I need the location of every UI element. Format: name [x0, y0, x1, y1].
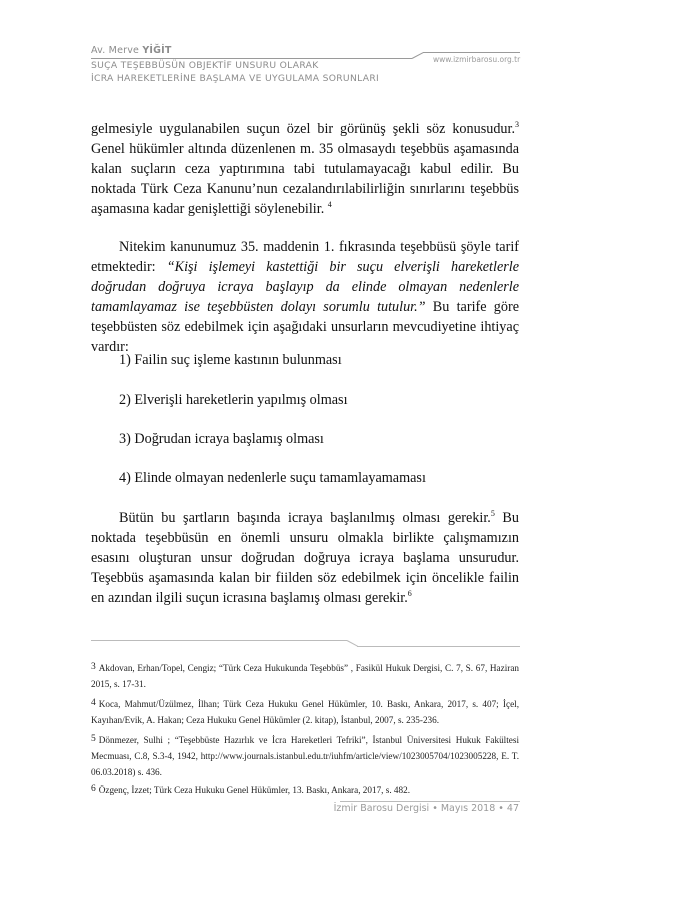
- header-url: www.izmirbarosu.org.tr: [433, 55, 521, 64]
- p2b-text: Bu tarife göre teşebbüsten söz edebilmek için aşağıdaki unsurların mevcudiyetine ihtiyaç vardır:: [91, 298, 519, 355]
- p3b-text: Bu noktada teşebbüsün en önemli unsuru olmakla birlikte çalışmamızın esasını oluşturan unsur doğrudan doğruya icraya başlama unsurudur. Teşebbüs aşamasında kalan bir fiilden söz edebilmek için öncelikle failin en azından ilgili suçun icrasına başlamış olması gerekir.: [91, 510, 519, 606]
- footnote-number: 5: [91, 734, 96, 744]
- paragraph-1: [91, 120, 519, 220]
- footnote-rule-left: [91, 640, 347, 641]
- footnote-6: [91, 782, 519, 799]
- p1b-text: Genel hükümler altında düzenlenen m. 35 olmasaydı teşebbüs aşamasında kalan suçların ceza yaptırımına tabi tutulamayacağı kabul edilir. Bu noktada Türk Ceza Kanunu’nun cezalandırılabilirliğin sınırlarını teşebbüs aşamasına kadar genişlettiği söylenebilir.: [91, 140, 519, 217]
- header-rule-right: [423, 52, 520, 53]
- p2-quote: “Kişi işlemeyi kastettiği bir suçu elverişli hareketlerle doğrudan doğruya icraya başlayıp da elinde olmayan nedenlerle tamamlayamaz ise teşebbüsten dolayı sorumlu tutulur.”: [91, 258, 520, 315]
- header-rule-slant: [412, 52, 424, 59]
- list-item: 4) Elinde olmayan nedenlerle suçu tamamlayamaması: [119, 470, 426, 486]
- footnote-3: [91, 660, 519, 693]
- paragraph-2: [91, 238, 519, 357]
- list-item: 3) Doğrudan icraya başlamış olması: [119, 431, 324, 447]
- p3a-text: Bütün bu şartların başında icraya başlanılmış olması gerekir.: [119, 510, 491, 526]
- list-item: 1) Failin suç işleme kastının bulunması: [119, 352, 342, 368]
- footnote-ref-3: 3: [515, 120, 519, 129]
- header-rule-left: [91, 58, 412, 59]
- footnote-ref-5: 5: [490, 509, 495, 518]
- p2a-text: Nitekim kanunumuz 35. maddenin 1. fıkrasında teşebbüsü şöyle tarif etmektedir:: [91, 239, 519, 275]
- footnote-text: Akdovan, Erhan/Topel, Cengiz; “Türk Ceza Hukukunda Teşebbüs” , Fasikül Hukuk Dergisi, C. 7, S. 67, Haziran 2015, s. 17-31.: [91, 663, 519, 689]
- footnote-5: [91, 732, 519, 780]
- author-prefix: Av. Merve: [91, 45, 143, 56]
- footnote-rule-right: [357, 646, 520, 647]
- header-title-line-1: SUÇA TEŞEBBÜSÜN OBJEKTİF UNSURU OLARAK: [91, 60, 319, 71]
- footnote-number: 3: [91, 662, 96, 672]
- footnote-ref-4: 4: [327, 199, 332, 209]
- footnote-4: [91, 696, 519, 729]
- footnote-ref-6: 6: [407, 588, 412, 598]
- header-title-line-2: İCRA HAREKETLERİNE BAŞLAMA VE UYGULAMA SORUNLARI: [91, 73, 380, 84]
- footnote-text: Dönmezer, Sulhi ; “Teşebbüste Hazırlık ve İcra Hareketleri Tefriki”, İstanbul Üniversitesi Hukuk Fakültesi Mecmuası, C.8, S.3-4, 1942, http://www.journals.istanbul.edu.tr/iuhfm/article/view/1023005704/1023005228, E. T. 06.03.2018) s. 436.: [91, 735, 519, 777]
- page-footer: İzmir Barosu Dergisi • Mayıs 2018 • 47: [333, 803, 519, 814]
- footnote-text: Koca, Mahmut/Üzülmez, İlhan; Türk Ceza Hukuku Genel Hükümler, 10. Baskı, Ankara, 2017, s. 407; İçel, Kayıhan/Evik, A. Hakan; Ceza Hukuku Genel Hükümler (2. kitap), İstanbul, 2007, s. 235-236.: [91, 699, 519, 725]
- p1-text: gelmesiyle uygulanabilen suçun özel bir görünüş şekli söz konusudur.: [91, 121, 515, 137]
- footnote-number: 6: [91, 784, 96, 794]
- footnote-text: Özgenç, İzzet; Türk Ceza Hukuku Genel Hükümler, 13. Baskı, Ankara, 2017, s. 482.: [98, 785, 410, 795]
- header-author: [91, 45, 172, 56]
- list-item: 2) Elverişli hareketlerin yapılmış olması: [119, 392, 348, 408]
- footnote-number: 4: [91, 698, 96, 708]
- author-surname: YİĞİT: [142, 45, 172, 56]
- paragraph-3: [91, 509, 519, 609]
- footer-rule: [340, 801, 520, 802]
